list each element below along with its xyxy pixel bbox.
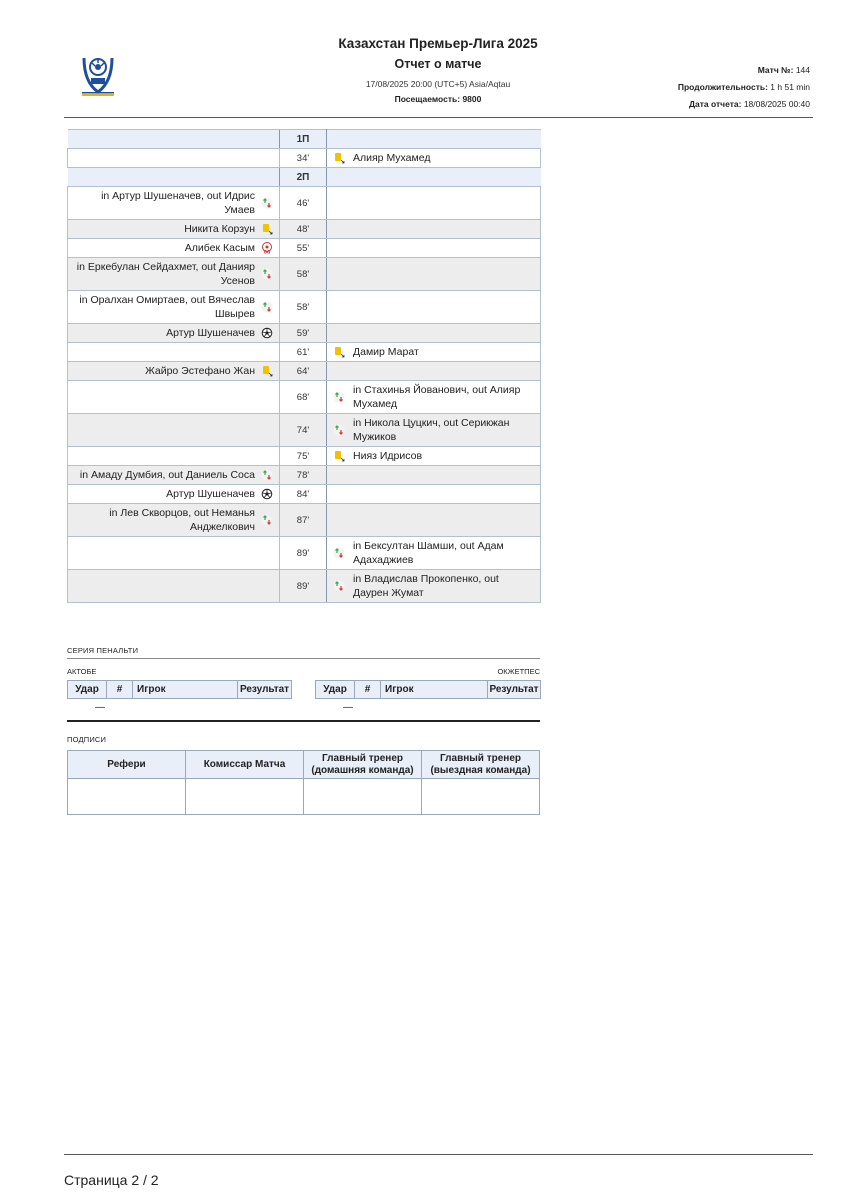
substitution-icon — [331, 390, 347, 404]
event-row — [68, 343, 541, 362]
away-event-cell — [327, 343, 541, 362]
substitution-icon — [259, 267, 275, 281]
signatures-table — [67, 750, 540, 815]
away-event-cell — [327, 324, 541, 343]
period-row-1 — [68, 130, 541, 149]
away-event-cell — [327, 187, 541, 220]
event-minute: 55' — [280, 239, 327, 258]
own-goal-icon — [259, 241, 275, 255]
home-team-name: АКТОБЕ — [67, 667, 97, 676]
attendance — [288, 93, 588, 105]
event-minute: 89' — [280, 570, 327, 603]
home-event-cell — [68, 381, 280, 414]
attendance-label: Посещаемость: — [394, 94, 461, 104]
col-result: Результат — [238, 681, 292, 699]
away-event — [331, 383, 536, 411]
home-event — [72, 293, 275, 321]
match-number-label: Матч №: — [757, 65, 794, 75]
away-event-text: in Бексултан Шамши, out Адам Адахаджиев — [353, 540, 504, 566]
home-event — [72, 326, 275, 340]
event-minute: 48' — [280, 220, 327, 239]
yellow-card-icon — [331, 151, 347, 165]
yellow-card-icon — [259, 222, 275, 236]
home-event-text: Артур Шушеначев — [166, 327, 255, 339]
sig-home-coach-line2: (домашняя команда) — [311, 764, 414, 776]
away-event-text: Нияз Идрисов — [353, 450, 423, 462]
event-minute: 78' — [280, 466, 327, 485]
event-minute: 74' — [280, 414, 327, 447]
col-shot: Удар — [68, 681, 107, 699]
sig-referee: Рефери — [68, 751, 186, 779]
goal-icon — [259, 326, 275, 340]
event-row — [68, 504, 541, 537]
league-title: Казахстан Премьер-Лига 2025 — [338, 36, 538, 51]
substitution-icon — [331, 546, 347, 560]
league-logo — [78, 54, 118, 98]
period-row-2 — [68, 168, 541, 187]
home-event-cell — [68, 187, 280, 220]
home-event-cell — [68, 362, 280, 381]
yellow-card-icon — [331, 449, 347, 463]
report-date — [678, 96, 810, 113]
away-event-cell — [327, 504, 541, 537]
away-event-text: Дамир Марат — [353, 346, 419, 358]
penalty-section-label: СЕРИЯ ПЕНАЛЬТИ — [67, 646, 139, 655]
sig-away-coach — [422, 751, 540, 779]
sig-commissioner: Комиссар Матча — [186, 751, 304, 779]
event-row — [68, 485, 541, 504]
away-event-text: in Стахинья Йованович, out Алияр Мухамед — [353, 384, 521, 410]
col-num: # — [107, 681, 133, 699]
event-minute: 68' — [280, 381, 327, 414]
match-events-table — [67, 129, 541, 603]
sig-referee-box — [68, 779, 186, 815]
period-label: 2П — [280, 168, 327, 187]
away-event-cell — [327, 466, 541, 485]
home-event-text: in Еркебулан Сейдахмет, out Данияр Усенов — [76, 261, 255, 287]
home-event-cell — [68, 447, 280, 466]
substitution-icon — [259, 196, 275, 210]
home-event-text: Артур Шушеначев — [166, 488, 255, 500]
away-event — [331, 539, 536, 567]
match-datetime: 17/08/2025 20:00 (UTC+5) Asia/Aqtau — [365, 79, 511, 89]
empty-mark: — — [95, 702, 105, 714]
away-event-cell — [327, 570, 541, 603]
away-event-cell — [327, 381, 541, 414]
events-body — [68, 130, 541, 603]
event-row — [68, 187, 541, 220]
event-row — [68, 414, 541, 447]
col-player: Игрок — [133, 681, 238, 699]
home-event — [72, 241, 275, 255]
penalty-bottom-rule — [67, 720, 540, 722]
home-event-text: Никита Корзун — [184, 223, 255, 235]
event-minute: 64' — [280, 362, 327, 381]
event-row — [68, 447, 541, 466]
event-row — [68, 570, 541, 603]
away-event — [331, 151, 536, 165]
sig-home-coach — [304, 751, 422, 779]
col-shot: Удар — [316, 681, 355, 699]
event-row — [68, 381, 541, 414]
match-number — [678, 62, 810, 79]
report-date-value: 18/08/2025 00:40 — [743, 99, 810, 109]
substitution-icon — [259, 300, 275, 314]
report-header — [288, 34, 588, 105]
away-team-name: ОКЖЕТПЕС — [497, 667, 540, 676]
event-row — [68, 537, 541, 570]
event-minute: 87' — [280, 504, 327, 537]
sig-away-coach-line1: Главный тренер — [439, 752, 521, 764]
substitution-icon — [331, 579, 347, 593]
event-minute: 61' — [280, 343, 327, 362]
event-minute: 75' — [280, 447, 327, 466]
home-event — [72, 260, 275, 288]
home-event — [72, 506, 275, 534]
away-event — [331, 572, 536, 600]
home-event — [72, 487, 275, 501]
away-event-cell — [327, 149, 541, 168]
event-minute: 46' — [280, 187, 327, 220]
away-event — [331, 345, 536, 359]
event-row — [68, 466, 541, 485]
away-event-cell — [327, 485, 541, 504]
home-event-text: in Лев Скворцов, out Неманья Анджелкович — [109, 507, 255, 533]
report-date-label: Дата отчета: — [688, 99, 742, 109]
col-num: # — [355, 681, 381, 699]
report-subtitle: Отчет о матче — [394, 57, 482, 71]
home-event-text: Жайро Эстефано Жан — [145, 365, 255, 377]
empty-mark: — — [343, 702, 353, 714]
substitution-icon — [259, 513, 275, 527]
away-penalty-table — [315, 680, 541, 717]
away-event — [331, 416, 536, 444]
event-minute: 58' — [280, 291, 327, 324]
period-label: 1П — [280, 130, 327, 149]
away-event-text: in Владислав Прокопенко, out Даурен Жумат — [353, 573, 499, 599]
event-minute: 59' — [280, 324, 327, 343]
header-divider — [64, 117, 813, 118]
home-event-cell — [68, 570, 280, 603]
home-event — [72, 222, 275, 236]
duration-label: Продолжительность: — [677, 82, 768, 92]
away-event-text: in Никола Цуцкич, out Серикжан Мужиков — [353, 417, 510, 443]
away-event-cell — [327, 239, 541, 258]
signatures-section-label: ПОДПИСИ — [67, 735, 107, 744]
goal-icon — [259, 487, 275, 501]
home-event-text: in Артур Шушеначев, out Идрис Умаев — [101, 190, 255, 216]
event-minute: 58' — [280, 258, 327, 291]
svg-text:OG: OG — [263, 249, 271, 254]
event-row — [68, 291, 541, 324]
event-row — [68, 362, 541, 381]
sig-home-coach-line1: Главный тренер — [321, 752, 403, 764]
yellow-card-icon — [331, 345, 347, 359]
event-row — [68, 220, 541, 239]
event-row — [68, 239, 541, 258]
sig-home-coach-box — [304, 779, 422, 815]
event-minute: 84' — [280, 485, 327, 504]
match-number-value: 144 — [795, 65, 810, 75]
col-result: Результат — [488, 681, 541, 699]
home-event-cell — [68, 291, 280, 324]
page-number: Страница 2 / 2 — [64, 1172, 159, 1188]
match-duration — [678, 79, 810, 96]
home-event-text: Алибек Касым — [184, 242, 255, 254]
home-event-cell — [68, 258, 280, 291]
home-event-cell — [68, 149, 280, 168]
event-minute: 89' — [280, 537, 327, 570]
footer-divider — [64, 1154, 813, 1155]
event-minute: 34' — [280, 149, 327, 168]
event-row — [68, 324, 541, 343]
home-event — [72, 364, 275, 378]
event-row — [68, 258, 541, 291]
sig-away-coach-line2: (выездная команда) — [430, 764, 531, 776]
penalty-divider — [67, 658, 540, 659]
home-event — [72, 468, 275, 482]
home-event-text: in Оралхан Омиртаев, out Вячеслав Швырев — [79, 294, 255, 320]
home-event — [72, 189, 275, 217]
home-event-cell — [68, 324, 280, 343]
home-penalty-table — [67, 680, 292, 717]
duration-value: 1 h 51 min — [770, 82, 810, 92]
home-event-text: in Амаду Думбия, out Даниель Соса — [79, 469, 255, 481]
home-event-cell — [68, 466, 280, 485]
away-event-cell — [327, 220, 541, 239]
home-event-cell — [68, 485, 280, 504]
home-event-cell — [68, 414, 280, 447]
substitution-icon — [331, 423, 347, 437]
home-event-cell — [68, 220, 280, 239]
away-event-text: Алияр Мухамед — [353, 152, 431, 164]
away-event-cell — [327, 414, 541, 447]
away-event-cell — [327, 291, 541, 324]
match-meta — [678, 62, 810, 113]
sig-away-coach-box — [422, 779, 540, 815]
home-event-cell — [68, 504, 280, 537]
away-event-cell — [327, 362, 541, 381]
yellow-card-icon — [259, 364, 275, 378]
home-event-cell — [68, 343, 280, 362]
sig-commissioner-box — [186, 779, 304, 815]
home-event-cell — [68, 239, 280, 258]
attendance-value: 9800 — [462, 94, 482, 104]
away-event-cell — [327, 258, 541, 291]
col-player: Игрок — [381, 681, 488, 699]
away-event — [331, 449, 536, 463]
event-row — [68, 149, 541, 168]
away-event-cell — [327, 447, 541, 466]
substitution-icon — [259, 468, 275, 482]
home-event-cell — [68, 537, 280, 570]
away-event-cell — [327, 537, 541, 570]
